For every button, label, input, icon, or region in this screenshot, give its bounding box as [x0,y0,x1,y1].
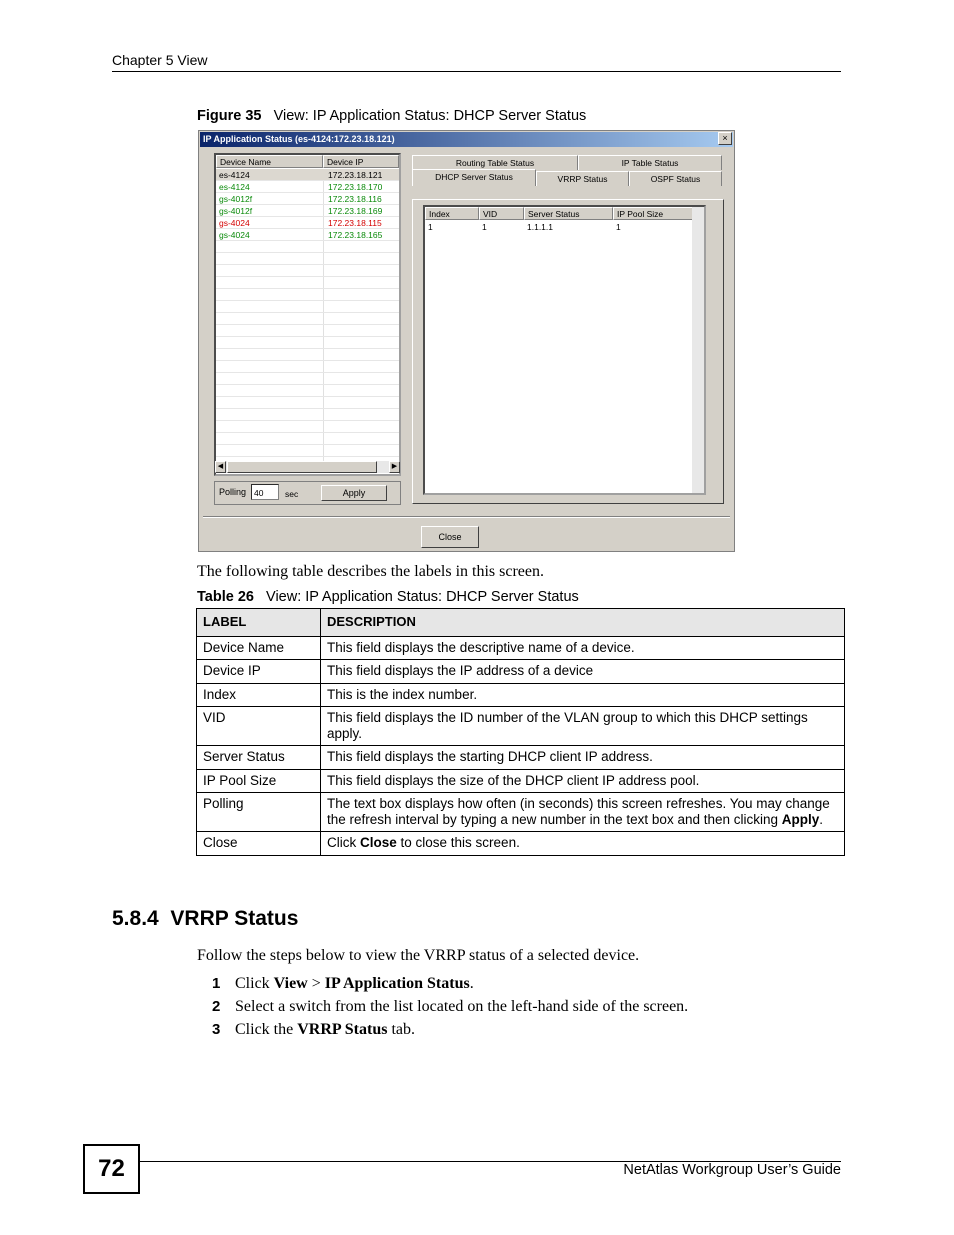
device-row[interactable] [216,229,399,241]
step-text: Click the [235,1021,298,1038]
polling-label: Polling [219,487,247,497]
step-bold: VRRP Status [297,1021,388,1038]
row-label: VID [197,707,321,746]
figure-number: Figure 35 [197,108,262,124]
row-description: This is the index number. [321,683,845,707]
device-ip: 172.23.18.121 [328,170,383,180]
desc-text: . [819,811,824,827]
row-label: IP Pool Size [197,769,321,793]
window-title-bar [200,132,733,147]
device-name: gs-4012f [219,206,253,216]
header-label: LABEL [197,609,321,637]
dhcp-grid[interactable] [423,205,706,495]
device-ip: 172.23.18.165 [328,230,383,240]
empty-row[interactable] [216,349,399,361]
cell-index: 1 [428,222,433,232]
polling-unit: sec [285,489,299,499]
empty-row[interactable] [216,421,399,433]
step-number: 3 [212,1021,221,1038]
table-title: View: IP Application Status: DHCP Server Status [266,589,579,605]
empty-row[interactable] [216,433,399,445]
empty-row[interactable] [216,325,399,337]
row-description [321,832,845,856]
polling-group [214,481,401,505]
close-button[interactable]: Close [421,526,479,548]
empty-row[interactable] [216,397,399,409]
table-row [197,660,845,684]
step-text: Click [235,975,274,992]
guide-title: NetAtlas Workgroup User’s Guide [623,1162,841,1178]
row-label: Close [197,832,321,856]
column-vid[interactable]: VID [479,207,524,220]
device-ip: 172.23.18.115 [328,218,382,228]
table-caption [197,589,579,605]
column-server-status[interactable]: Server Status [524,207,613,220]
section-title: VRRP Status [170,907,299,930]
empty-row[interactable] [216,289,399,301]
device-row[interactable] [216,205,399,217]
empty-row[interactable] [216,241,399,253]
step-text: > [307,975,325,992]
apply-button[interactable]: Apply [321,485,387,501]
empty-row[interactable] [216,253,399,265]
page-number: 72 [83,1144,140,1194]
section-number: 5.8.4 [112,907,159,930]
step-number: 2 [212,998,221,1015]
cell-ip-pool-size: 1 [616,222,621,232]
step-item [212,1021,415,1039]
step-bold: View [273,975,308,992]
empty-row[interactable] [216,337,399,349]
label-description-table [196,608,845,856]
empty-row[interactable] [216,301,399,313]
device-row[interactable] [216,169,399,181]
step-item [212,998,688,1016]
device-name: gs-4024 [219,230,250,240]
desc-text: to close this screen. [396,835,520,850]
step-text: . [469,975,474,992]
header-description: DESCRIPTION [321,609,845,637]
device-name: gs-4024 [219,218,250,228]
grid-scrollbar[interactable] [692,207,704,493]
row-description: This field displays the descriptive name of a device. [321,636,845,660]
empty-row[interactable] [216,373,399,385]
row-label: Index [197,683,321,707]
device-name: gs-4012f [219,194,253,204]
step-text: Select a switch from the list located on the left-hand side of the screen. [235,998,689,1015]
device-name: es-4124 [219,182,250,192]
scroll-thumb[interactable] [227,461,377,473]
empty-row[interactable] [216,265,399,277]
device-list-scrollbar[interactable] [215,461,400,473]
tab-vrrp-status[interactable]: VRRP Status [536,171,629,186]
desc-bold: Close [360,835,397,850]
cell-vid: 1 [482,222,487,232]
window-separator [203,516,730,518]
window-close-icon[interactable]: × [718,132,732,145]
table-row [197,769,845,793]
row-description: This field displays the starting DHCP client IP address. [321,746,845,770]
section-heading [112,907,298,931]
column-index[interactable]: Index [425,207,479,220]
device-list[interactable] [214,153,401,476]
empty-row[interactable] [216,445,399,457]
row-label: Server Status [197,746,321,770]
device-row[interactable] [216,217,399,229]
column-ip-pool-size[interactable]: IP Pool Size [613,207,694,220]
device-ip: 172.23.18.170 [328,182,383,192]
table-row [197,746,845,770]
cell-server-status: 1.1.1.1 [527,222,553,232]
step-bold: IP Application Status [324,975,470,992]
tab-routing-table-status[interactable]: Routing Table Status [412,155,578,170]
empty-row[interactable] [216,361,399,373]
table-number: Table 26 [197,589,254,605]
desc-text: The text box displays how often (in seconds) this screen refreshes. You may change the refresh interval by typing a new number in the text box and then clicking [327,796,830,827]
header-rule [112,71,841,72]
empty-row[interactable] [216,409,399,421]
row-label: Polling [197,793,321,832]
tab-ospf-status[interactable]: OSPF Status [629,171,722,186]
scroll-left-icon[interactable]: ◀ [215,461,226,473]
empty-row[interactable] [216,277,399,289]
intro-text: The following table describes the labels in this screen. [197,563,545,580]
table-row [197,636,845,660]
tab-ip-table-status[interactable]: IP Table Status [578,155,722,170]
device-list-header [216,155,399,169]
row-label: Device Name [197,636,321,660]
running-header: Chapter 5 View [112,52,208,68]
device-row[interactable] [216,181,399,193]
scroll-right-icon[interactable]: ▶ [389,461,400,473]
ip-application-status-window [198,130,735,552]
desc-text: Click [327,835,360,850]
column-device-name[interactable]: Device Name [216,155,323,168]
row-description: This field displays the IP address of a device [321,660,845,684]
table-row [197,832,845,856]
empty-row[interactable] [216,313,399,325]
polling-input[interactable]: 40 [251,484,279,500]
section-paragraph: Follow the steps below to view the VRRP status of a selected device. [197,947,640,964]
tab-dhcp-server-status[interactable]: DHCP Server Status [412,169,536,186]
row-label: Device IP [197,660,321,684]
window-title: IP Application Status (es-4124:172.23.18.121) [203,134,395,144]
status-tabs [412,153,724,503]
row-description [321,793,845,832]
figure-title: View: IP Application Status: DHCP Server Status [273,108,587,124]
table-row [197,707,845,746]
device-ip: 172.23.18.116 [328,194,382,204]
device-ip: 172.23.18.169 [328,206,383,216]
step-text: tab. [387,1021,415,1038]
row-description: This field displays the size of the DHCP client IP address pool. [321,769,845,793]
figure-caption [197,108,586,124]
dhcp-server-status-panel [412,199,724,504]
table-row [197,683,845,707]
step-item [212,975,474,993]
table-header-row [197,609,845,637]
device-row[interactable] [216,193,399,205]
empty-row[interactable] [216,385,399,397]
column-device-ip[interactable]: Device IP [323,155,399,168]
desc-bold: Apply [781,811,820,827]
row-description: This field displays the ID number of the VLAN group to which this DHCP settings apply. [321,707,845,746]
step-number: 1 [212,975,221,992]
device-name: es-4124 [219,170,250,180]
table-row [197,793,845,832]
